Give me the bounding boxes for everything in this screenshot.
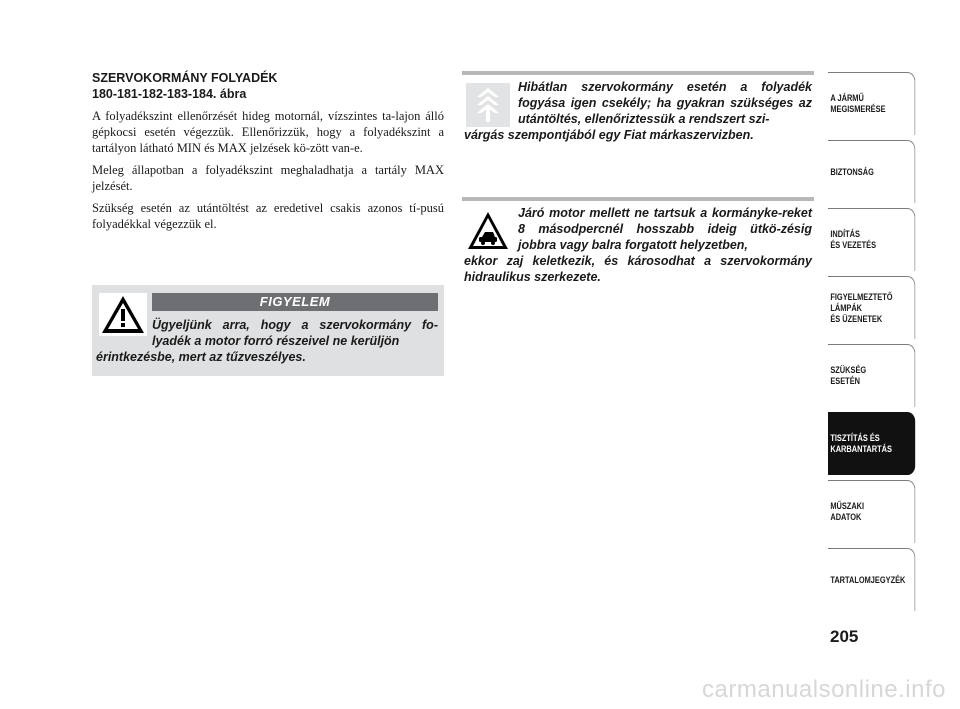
- tab-vehicle-overview[interactable]: [828, 72, 915, 135]
- car-caution-icon: [466, 209, 510, 253]
- tab-label: SZÜKSÉG ESETÉN: [830, 365, 867, 387]
- tab-index[interactable]: [828, 548, 915, 611]
- paragraph-2: Meleg állapotban a folyadékszint meghaladhatja a tartály MAX jelzését.: [92, 163, 444, 193]
- tab-label: TARTALOMJEGYZÉK: [830, 574, 906, 586]
- paragraph-3: Szükség esetén az utántöltést az eredetivel csakis azonos tí-pusú folyadékkal végezzük el.: [92, 201, 444, 231]
- warning-box: [92, 285, 444, 376]
- tab-label: A JÁRMŰ MEGISMERÉSE: [830, 93, 886, 115]
- watermark: carmanualsonline.info: [702, 676, 946, 703]
- tab-technical-data[interactable]: [828, 480, 915, 543]
- environment-note: [462, 71, 814, 143]
- environment-tree-icon: [466, 83, 510, 127]
- warning-text-rest: érintkezésbe, mert az tűzveszélyes.: [96, 350, 306, 364]
- warning-header: FIGYELEM: [152, 293, 438, 311]
- tab-warning-lights[interactable]: [828, 276, 915, 339]
- warning-text: [92, 317, 444, 365]
- tab-label: MŰSZAKI ADATOK: [830, 501, 865, 523]
- environment-note-rest: várgás szempontjából egy Fiat márkaszervizben.: [464, 128, 754, 142]
- tab-label: FIGYELMEZTETŐ LÁMPÁK ÉS ÜZENETEK: [830, 291, 893, 325]
- paragraph-1: A folyadékszint ellenőrzését hideg motornál, vízszintes ta-lajon álló gépkocsi esetén végezzük. Ellenőrizzük, hogy a folyadékszint a tartályon látható MIN és MAX jelzések kö-zött van-e.: [92, 109, 444, 155]
- tab-emergency[interactable]: [828, 344, 915, 407]
- caution-note-main: Járó motor mellett ne tartsuk a kormányke-reket 8 másodpercnél hosszabb ideig ütkö-zésig jobbra vagy balra forgatott helyzetben,: [518, 206, 812, 252]
- figure-reference: 180-181-182-183-184. ábra: [92, 87, 247, 101]
- caution-note-rest: ekkor zaj keletkezik, és károsodhat a szervokormány hidraulikus szerkezete.: [464, 254, 812, 284]
- caution-note-text: [462, 205, 814, 285]
- tab-label: INDÍTÁS ÉS VEZETÉS: [830, 229, 877, 251]
- environment-note-main: Hibátlan szervokormány esetén a folyadék fogyása igen csekély; ha gyakran szükséges az utántöltés, ellenőriztessük a rendszert szi-: [518, 80, 812, 126]
- tab-label: TISZTÍTÁS ÉS KARBANTARTÁS: [830, 433, 892, 455]
- chapter-tabs: [828, 72, 916, 616]
- environment-note-text: [462, 79, 814, 143]
- tab-maintenance[interactable]: [828, 412, 915, 475]
- tab-starting-driving[interactable]: [828, 208, 915, 271]
- caution-note: [462, 197, 814, 285]
- page-number: 205: [830, 627, 859, 646]
- warning-text-main: Ügyeljünk arra, hogy a szervokormány fo-lyadék a motor forró részeivel ne kerüljön: [152, 318, 438, 348]
- tab-safety[interactable]: [828, 140, 915, 203]
- left-column: [92, 70, 444, 232]
- tab-label: BIZTONSÁG: [830, 166, 874, 178]
- section-title: SZERVOKORMÁNY FOLYADÉK: [92, 71, 278, 85]
